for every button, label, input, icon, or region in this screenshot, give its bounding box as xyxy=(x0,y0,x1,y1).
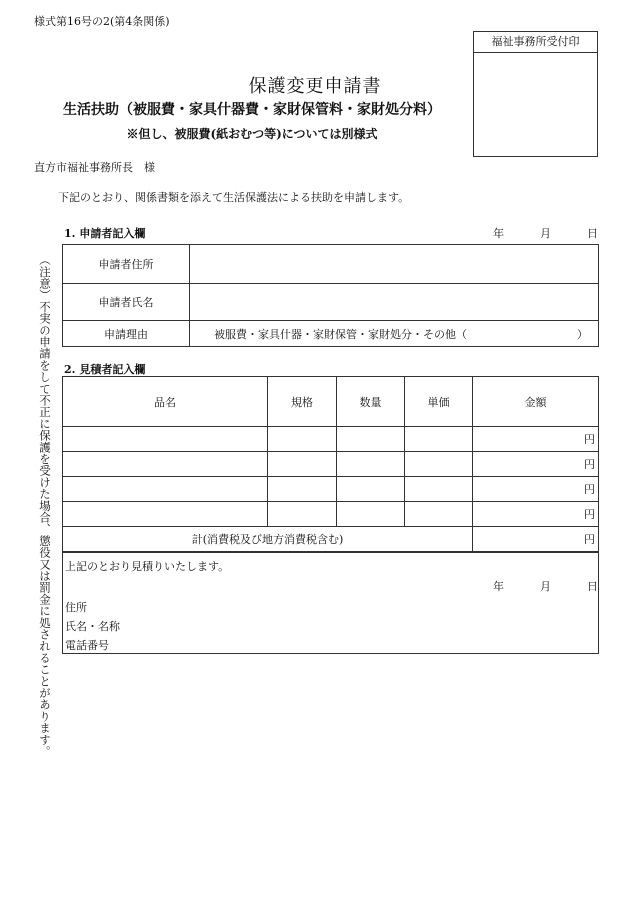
estimator-phone-label: 電話番号 xyxy=(65,639,109,652)
spec-cell[interactable] xyxy=(268,452,337,477)
unit-price-cell[interactable] xyxy=(405,452,473,477)
table-row xyxy=(63,502,599,527)
estimator-address-label: 住所 xyxy=(65,601,87,614)
applicant-address-field[interactable] xyxy=(190,245,599,284)
applicant-name-field[interactable] xyxy=(190,284,599,321)
total-amount-cell[interactable]: 円 xyxy=(473,527,599,552)
quantity-cell[interactable] xyxy=(337,427,405,452)
amount-cell[interactable]: 円 xyxy=(473,502,599,527)
spec-cell[interactable] xyxy=(268,502,337,527)
addressee: 直方市福祉事務所長 様 xyxy=(34,161,155,174)
table-row xyxy=(63,427,599,452)
unit-price-cell[interactable] xyxy=(405,502,473,527)
exception-note: ※但し、被服費(紙おむつ等)については別様式 xyxy=(126,127,378,141)
total-label: 計(消費税及び地方消費税含む) xyxy=(63,527,473,552)
reason-options[interactable]: 被服費・家具什器・家財保管・家財処分・その他（ ） xyxy=(190,321,599,347)
spec-cell[interactable] xyxy=(268,427,337,452)
table-row xyxy=(63,477,599,502)
table-row xyxy=(63,452,599,477)
section1-heading: 1. 申請者記入欄 xyxy=(64,227,146,240)
applicant-name-label: 申請者氏名 xyxy=(63,284,190,321)
item-name-cell[interactable] xyxy=(63,502,268,527)
quantity-cell[interactable] xyxy=(337,477,405,502)
amount-cell[interactable]: 円 xyxy=(473,477,599,502)
col-amount: 金額 xyxy=(473,377,599,427)
estimate-table xyxy=(62,376,599,552)
item-name-cell[interactable] xyxy=(63,427,268,452)
quantity-cell[interactable] xyxy=(337,502,405,527)
unit-price-cell[interactable] xyxy=(405,427,473,452)
amount-cell[interactable]: 円 xyxy=(473,427,599,452)
unit-price-cell[interactable] xyxy=(405,477,473,502)
amount-cell[interactable]: 円 xyxy=(473,452,599,477)
section2-heading: 2. 見積者記入欄 xyxy=(64,363,146,376)
estimate-year-label: 年 xyxy=(493,580,504,593)
estimator-name-label: 氏名・名称 xyxy=(65,620,120,633)
total-row xyxy=(63,527,599,552)
item-name-cell[interactable] xyxy=(63,452,268,477)
quantity-cell[interactable] xyxy=(337,452,405,477)
col-quantity: 数量 xyxy=(337,377,405,427)
page-subtitle: 生活扶助（被服費・家具什器費・家財保管料・家財処分料） xyxy=(63,102,441,118)
year-label: 年 xyxy=(493,227,504,240)
page-title: 保護変更申請書 xyxy=(248,76,382,97)
estimate-day-label: 日 xyxy=(587,580,598,593)
applicant-address-label: 申請者住所 xyxy=(63,245,190,284)
day-label: 日 xyxy=(587,227,598,240)
item-name-cell[interactable] xyxy=(63,477,268,502)
spec-cell[interactable] xyxy=(268,477,337,502)
form-number: 様式第16号の2(第4条関係) xyxy=(34,15,170,28)
estimate-month-label: 月 xyxy=(540,580,551,593)
reason-label: 申請理由 xyxy=(63,321,190,347)
col-unit-price: 単価 xyxy=(405,377,473,427)
col-spec: 規格 xyxy=(268,377,337,427)
intro-text: 下記のとおり、関係書類を添えて生活保護法による扶助を申請します。 xyxy=(58,191,410,204)
col-item-name: 品名 xyxy=(63,377,268,427)
application-date xyxy=(0,225,630,239)
estimate-confirmation: 上記のとおり見積りいたします。 xyxy=(65,560,230,573)
month-label: 月 xyxy=(540,227,551,240)
caution-note: （注意）不実の申請をして不正に保護を受けた場合、懲役又は罰金に処されることがあります。 xyxy=(38,254,52,758)
reception-stamp-label: 福祉事務所受付印 xyxy=(474,32,597,53)
applicant-table xyxy=(62,244,599,347)
estimator-box xyxy=(62,552,599,654)
